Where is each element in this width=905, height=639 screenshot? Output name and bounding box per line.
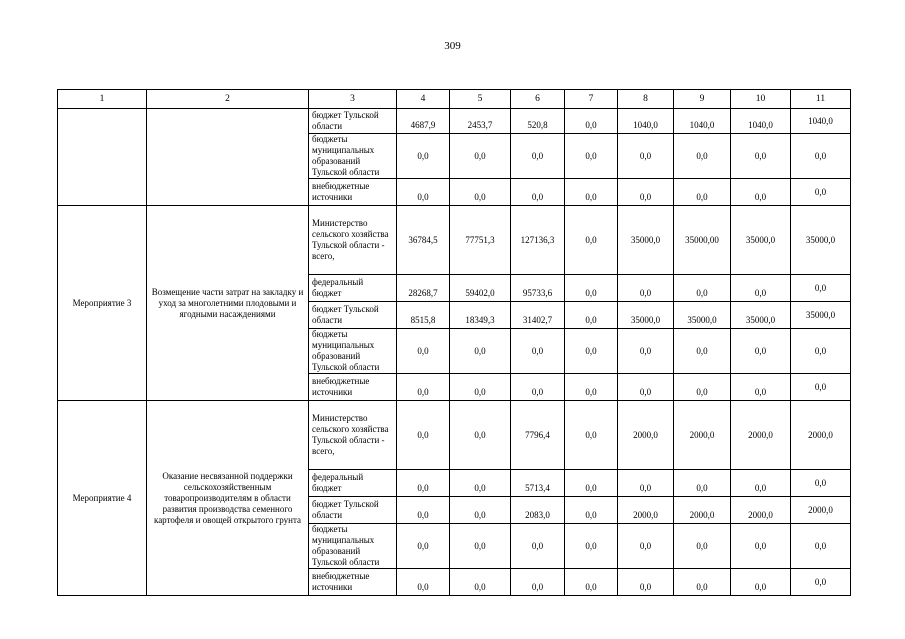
column-header: 7: [565, 90, 618, 109]
value-cell: 0,0: [565, 302, 618, 329]
column-header: 10: [731, 90, 791, 109]
value-cell: 0,0: [731, 470, 791, 497]
value-cell: 0,0: [618, 134, 674, 179]
value-cell: 0,0: [674, 179, 731, 206]
value-cell: 0,0: [565, 524, 618, 569]
value-cell: 0,0: [565, 470, 618, 497]
value-cell: 1040,0: [731, 109, 791, 134]
value-cell: 0,0: [731, 569, 791, 596]
value-cell: 7796,4: [511, 401, 565, 470]
value-cell: 127136,3: [511, 206, 565, 275]
value-cell: 0,0: [791, 569, 851, 596]
value-cell: 8515,8: [397, 302, 450, 329]
value-cell: 0,0: [397, 179, 450, 206]
value-cell: 2000,0: [618, 497, 674, 524]
value-cell: 1040,0: [618, 109, 674, 134]
column-header: 3: [309, 90, 397, 109]
value-cell: 2000,0: [791, 401, 851, 470]
value-cell: 77751,3: [450, 206, 511, 275]
value-cell: 0,0: [565, 275, 618, 302]
value-cell: 28268,7: [397, 275, 450, 302]
value-cell: 0,0: [450, 134, 511, 179]
value-cell: 0,0: [674, 329, 731, 374]
value-cell: 59402,0: [450, 275, 511, 302]
source-cell: внебюджетные источники: [309, 179, 397, 206]
source-cell: бюджеты муниципальных образований Тульской области: [309, 134, 397, 179]
column-header: 6: [511, 90, 565, 109]
value-cell: 0,0: [450, 497, 511, 524]
value-cell: 0,0: [397, 524, 450, 569]
value-cell: 0,0: [731, 374, 791, 401]
source-cell: Министерство сельского хозяйства Тульской области - всего,: [309, 401, 397, 470]
value-cell: 0,0: [450, 569, 511, 596]
value-cell: 0,0: [565, 134, 618, 179]
value-cell: 1040,0: [674, 109, 731, 134]
budget-table: [57, 89, 851, 596]
value-cell: 0,0: [731, 329, 791, 374]
value-cell: 0,0: [397, 497, 450, 524]
value-cell: 2453,7: [450, 109, 511, 134]
source-cell: бюджет Тульской области: [309, 497, 397, 524]
value-cell: 2083,0: [511, 497, 565, 524]
value-cell: 0,0: [565, 401, 618, 470]
value-cell: 0,0: [450, 524, 511, 569]
column-header: 8: [618, 90, 674, 109]
value-cell: 0,0: [674, 470, 731, 497]
value-cell: 35000,0: [791, 302, 851, 329]
value-cell: 0,0: [450, 401, 511, 470]
table-row: [58, 206, 851, 275]
source-cell: бюджет Тульской области: [309, 109, 397, 134]
value-cell: 0,0: [511, 329, 565, 374]
value-cell: 0,0: [674, 569, 731, 596]
value-cell: 0,0: [674, 524, 731, 569]
activity-cell: Мероприятие 3: [58, 206, 147, 401]
value-cell: 35000,0: [618, 206, 674, 275]
page-number: 309: [444, 40, 461, 52]
value-cell: 520,8: [511, 109, 565, 134]
value-cell: 2000,0: [674, 497, 731, 524]
value-cell: 0,0: [397, 470, 450, 497]
source-cell: внебюджетные источники: [309, 374, 397, 401]
value-cell: 0,0: [397, 401, 450, 470]
value-cell: 0,0: [565, 569, 618, 596]
source-cell: бюджет Тульской области: [309, 302, 397, 329]
value-cell: 4687,9: [397, 109, 450, 134]
value-cell: 0,0: [511, 134, 565, 179]
column-header: 11: [791, 90, 851, 109]
value-cell: 0,0: [565, 497, 618, 524]
value-cell: 0,0: [791, 329, 851, 374]
value-cell: 0,0: [618, 470, 674, 497]
value-cell: 36784,5: [397, 206, 450, 275]
value-cell: 0,0: [565, 179, 618, 206]
source-cell: внебюджетные источники: [309, 569, 397, 596]
value-cell: 0,0: [674, 374, 731, 401]
value-cell: 2000,0: [731, 401, 791, 470]
value-cell: 35000,0: [618, 302, 674, 329]
source-cell: федеральный бюджет: [309, 470, 397, 497]
column-header: 1: [58, 90, 147, 109]
column-header: 9: [674, 90, 731, 109]
value-cell: 0,0: [731, 275, 791, 302]
value-cell: 1040,0: [791, 109, 851, 134]
value-cell: 0,0: [791, 470, 851, 497]
value-cell: 0,0: [791, 524, 851, 569]
value-cell: 2000,0: [731, 497, 791, 524]
source-cell: федеральный бюджет: [309, 275, 397, 302]
value-cell: 0,0: [791, 374, 851, 401]
table-row: [58, 401, 851, 470]
value-cell: 2000,0: [618, 401, 674, 470]
value-cell: 35000,0: [674, 302, 731, 329]
value-cell: 0,0: [618, 569, 674, 596]
value-cell: 0,0: [511, 374, 565, 401]
value-cell: 18349,3: [450, 302, 511, 329]
value-cell: 0,0: [511, 524, 565, 569]
value-cell: 0,0: [511, 179, 565, 206]
value-cell: 0,0: [397, 569, 450, 596]
value-cell: 35000,0: [791, 206, 851, 275]
value-cell: 0,0: [791, 134, 851, 179]
value-cell: 0,0: [618, 374, 674, 401]
value-cell: 35000,00: [674, 206, 731, 275]
value-cell: 0,0: [618, 275, 674, 302]
value-cell: 2000,0: [791, 497, 851, 524]
value-cell: 0,0: [450, 374, 511, 401]
value-cell: 0,0: [565, 374, 618, 401]
value-cell: 35000,0: [731, 206, 791, 275]
description-cell: Оказание несвязанной поддержки сельскохозяйственным товаропроизводителям в области развития производства семенного картофеля и овощей открытого грунта: [147, 401, 309, 596]
value-cell: 0,0: [731, 524, 791, 569]
description-cell: Возмещение части затрат на закладку и уход за многолетними плодовыми и ягодными насаждениями: [147, 206, 309, 401]
value-cell: 0,0: [791, 179, 851, 206]
value-cell: 0,0: [565, 206, 618, 275]
value-cell: 0,0: [511, 569, 565, 596]
column-header: 5: [450, 90, 511, 109]
value-cell: 0,0: [450, 179, 511, 206]
source-cell: бюджеты муниципальных образований Тульской области: [309, 329, 397, 374]
value-cell: 0,0: [450, 470, 511, 497]
value-cell: 31402,7: [511, 302, 565, 329]
value-cell: 0,0: [791, 275, 851, 302]
value-cell: 0,0: [731, 134, 791, 179]
value-cell: 0,0: [565, 329, 618, 374]
value-cell: 0,0: [674, 134, 731, 179]
source-cell: бюджеты муниципальных образований Тульской области: [309, 524, 397, 569]
value-cell: 0,0: [450, 329, 511, 374]
activity-cell: Мероприятие 4: [58, 401, 147, 596]
value-cell: 0,0: [397, 134, 450, 179]
description-cell: [147, 109, 309, 206]
activity-cell: [58, 109, 147, 206]
source-cell: Министерство сельского хозяйства Тульской области - всего,: [309, 206, 397, 275]
value-cell: 0,0: [674, 275, 731, 302]
value-cell: 0,0: [618, 179, 674, 206]
table-row: [58, 109, 851, 134]
value-cell: 0,0: [397, 374, 450, 401]
value-cell: 0,0: [565, 109, 618, 134]
header-row: [58, 90, 851, 109]
value-cell: 0,0: [618, 329, 674, 374]
value-cell: 2000,0: [674, 401, 731, 470]
value-cell: 35000,0: [731, 302, 791, 329]
column-header: 4: [397, 90, 450, 109]
column-header: 2: [147, 90, 309, 109]
value-cell: 0,0: [397, 329, 450, 374]
value-cell: 5713,4: [511, 470, 565, 497]
value-cell: 0,0: [731, 179, 791, 206]
value-cell: 95733,6: [511, 275, 565, 302]
value-cell: 0,0: [618, 524, 674, 569]
